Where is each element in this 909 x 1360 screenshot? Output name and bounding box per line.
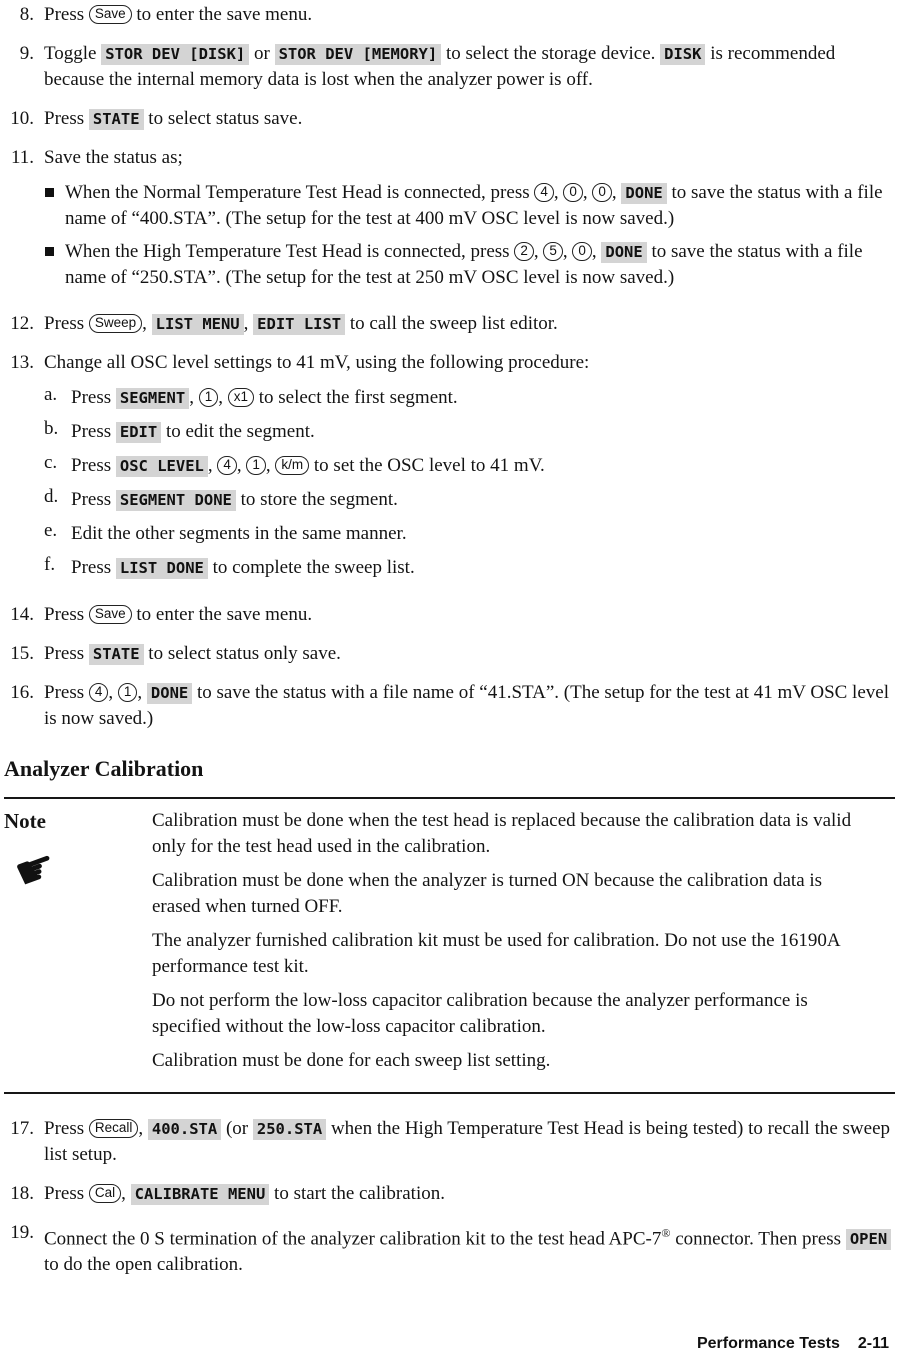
hardkey-1: 1: [118, 683, 138, 702]
step-item: [4, 602, 895, 628]
square-bullet-icon: [45, 188, 54, 197]
note-paragraph: Calibration must be done when the test head is replaced because the calibration data is valid only for the test head used in the calibration.: [152, 810, 852, 857]
substep-letter: b.: [44, 418, 59, 439]
step-text: Press Save to enter the save menu.: [44, 604, 313, 625]
substep-text: Edit the other segments in the same manner.: [71, 523, 407, 544]
page-footer: [697, 1331, 889, 1357]
step-number: 11.: [10, 147, 34, 168]
substep-text: Press SEGMENT , 1 , x1 to select the first segment.: [71, 387, 458, 408]
substep-letter: c.: [44, 452, 58, 473]
step-text: Press Recall , 400.STA (or 250.STA when the High Temperature Test Head is being tested) to recall the sweep list setup.: [44, 1118, 891, 1165]
step-text: Press Cal , CALIBRATE MENU to start the calibration.: [44, 1183, 445, 1204]
note-paragraph: The analyzer furnished calibration kit must be used for calibration. Do not use the 16190A performance test kit.: [152, 930, 840, 977]
softkey-250-sta: 250.STA: [253, 1119, 326, 1140]
step-number: 12.: [10, 313, 34, 334]
substep-text: Press SEGMENT DONE to store the segment.: [71, 489, 398, 510]
hardkey-sweep: Sweep: [89, 314, 142, 333]
softkey-400-sta: 400.STA: [148, 1119, 221, 1140]
hardkey-0: 0: [572, 242, 592, 261]
softkey-done: DONE: [601, 242, 646, 263]
substep-text: Press OSC LEVEL , 4 , 1 , k/m to set the OSC level to 41 mV.: [71, 455, 545, 476]
softkey-calibrate-menu: CALIBRATE MENU: [131, 1184, 270, 1205]
numbered-steps-top: [4, 2, 895, 732]
step-number: 8.: [19, 4, 34, 25]
step-number: 15.: [10, 643, 34, 664]
registered-trademark-symbol: ®: [661, 1226, 671, 1240]
softkey-list-menu: LIST MENU: [152, 314, 244, 335]
hardkey-1: 1: [246, 456, 266, 475]
footer-section-label: Performance Tests: [696, 1335, 840, 1352]
hardkey-4: 4: [534, 183, 554, 202]
footer-page-number: 2-11: [857, 1335, 889, 1352]
softkey-edit: EDIT: [116, 422, 161, 443]
note-gutter: [4, 808, 152, 1082]
hardkey-1: 1: [199, 388, 219, 407]
pointing-hand-icon: ☛: [7, 838, 64, 901]
step-number: 18.: [10, 1183, 34, 1204]
step-number: 9.: [19, 43, 34, 64]
hardkey-save: Save: [89, 605, 132, 624]
substep-letter: e.: [44, 520, 58, 541]
softkey-state: STATE: [89, 109, 144, 130]
step-text: Press 4 , 1 , DONE to save the status with a file name of “41.STA”. (The setup for the test at 41 mV OSC level is now saved.): [44, 682, 889, 729]
softkey-stor-dev-disk: STOR DEV [DISK]: [101, 44, 249, 65]
step-text: Change all OSC level settings to 41 mV, using the following procedure: a. Press SEGMENT , 1 , x1 to select the first segment. b. Press EDIT to edit the segment. c. Press OSC LEVEL , 4 , 1 , k/m to set the OSC level to 41 mV. d. Press SEGMENT DONE to store the segment. e. Edit the other segments in the same manner. f. Press LIST DONE to complete the sweep list.: [44, 350, 895, 589]
bullet-item: [44, 239, 895, 291]
step-item: [4, 145, 895, 298]
hardkey-4: 4: [89, 683, 109, 702]
hardkey-0: 0: [592, 183, 612, 202]
note-paragraph: Do not perform the low-loss capacitor calibration because the analyzer performance is specified without the low-loss capacitor calibration.: [152, 990, 808, 1037]
bullet-text: When the Normal Temperature Test Head is connected, press 4 , 0 , 0 , DONE to save the status with a file name of “400.STA”. (The setup for the test at 400 mV OSC level is now saved.): [65, 182, 883, 229]
step-item: [4, 350, 895, 589]
step-item: [4, 1220, 895, 1278]
softkey-state: STATE: [89, 644, 144, 665]
step-text: Press Sweep , LIST MENU , EDIT LIST to call the sweep list editor.: [44, 313, 558, 334]
step-number: 16.: [10, 682, 34, 703]
note-label: Note: [4, 809, 46, 833]
substep-item: [44, 521, 895, 547]
softkey-stor-dev-memory: STOR DEV [MEMORY]: [275, 44, 442, 65]
note-divider-bottom: [4, 1092, 895, 1094]
step-text: Press STATE to select status only save.: [44, 643, 341, 664]
step-text: Toggle STOR DEV [DISK] or STOR DEV [MEMORY] to select the storage device. DISK is recommended because the internal memory data is lost when the analyzer power is off.: [44, 43, 836, 90]
step-item: [4, 641, 895, 667]
substep-text: Press LIST DONE to complete the sweep list.: [71, 557, 415, 578]
note-block: [4, 797, 895, 1094]
step-item: [4, 1181, 895, 1207]
step-number: 10.: [10, 108, 34, 129]
note-paragraph: Calibration must be done for each sweep list setting.: [152, 1050, 551, 1071]
note-paragraph: Calibration must be done when the analyzer is turned ON because the calibration data is erased when turned OFF.: [152, 870, 823, 917]
step-item: [4, 311, 895, 337]
substep-item: [44, 419, 895, 445]
step-number: 17.: [10, 1118, 34, 1139]
softkey-osc-level: OSC LEVEL: [116, 456, 208, 477]
step-text: Press STATE to select status save.: [44, 108, 303, 129]
substep-letter: f.: [44, 554, 56, 575]
hardkey-cal: Cal: [89, 1184, 121, 1203]
hardkey-k-m: k/m: [275, 456, 309, 475]
substep-letter: a.: [44, 384, 58, 405]
softkey-disk: DISK: [660, 44, 705, 65]
substep-text: Press EDIT to edit the segment.: [71, 421, 315, 442]
step-item: [4, 1116, 895, 1168]
step-number: 14.: [10, 604, 34, 625]
hardkey-2: 2: [514, 242, 534, 261]
step-number: 13.: [10, 352, 34, 373]
lettered-substep-list: [44, 385, 895, 581]
hardkey-5: 5: [543, 242, 563, 261]
step-text: Save the status as; When the Normal Temperature Test Head is connected, press 4 , 0 , 0 , DONE to save the status with a file name of “400.STA”. (The setup for the test at 400 mV OSC level is now saved.) When the High Temperature Test Head is connected, press 2 , 5 , 0 , DONE to save the status with a file name of “250.STA”. (The setup for the test at 250 mV OSC level is now saved.): [44, 145, 895, 298]
numbered-steps-bottom: [4, 1116, 895, 1278]
softkey-open: OPEN: [846, 1229, 891, 1250]
substep-item: [44, 487, 895, 513]
softkey-done: DONE: [147, 683, 192, 704]
step-number: 19.: [10, 1222, 34, 1243]
softkey-segment-done: SEGMENT DONE: [116, 490, 236, 511]
hardkey-0: 0: [563, 183, 583, 202]
step-item: [4, 41, 895, 93]
bullet-list: [44, 180, 895, 291]
step-text: Connect the 0 S termination of the analyzer calibration kit to the test head APC-7® connector. Then press OPEN to do the open calibration.: [44, 1220, 895, 1278]
substep-item: [44, 555, 895, 581]
hardkey-x1: x1: [228, 388, 254, 407]
softkey-segment: SEGMENT: [116, 388, 189, 409]
softkey-list-done: LIST DONE: [116, 558, 208, 579]
step-item: [4, 106, 895, 132]
step-item: [4, 2, 895, 28]
bullet-item: [44, 180, 895, 232]
softkey-edit-list: EDIT LIST: [253, 314, 345, 335]
hardkey-save: Save: [89, 5, 132, 24]
step-item: [4, 680, 895, 732]
substep-item: [44, 453, 895, 479]
bullet-text: When the High Temperature Test Head is connected, press 2 , 5 , 0 , DONE to save the status with a file name of “250.STA”. (The setup for the test at 250 mV OSC level is now saved.): [65, 241, 863, 288]
substep-letter: d.: [44, 486, 59, 507]
substep-item: [44, 385, 895, 411]
section-heading: Analyzer Calibration: [4, 756, 204, 781]
hardkey-4: 4: [217, 456, 237, 475]
note-paragraphs: [152, 808, 852, 1082]
softkey-done: DONE: [621, 183, 666, 204]
square-bullet-icon: [45, 247, 54, 256]
hardkey-recall: Recall: [89, 1119, 139, 1138]
step-text: Press Save to enter the save menu.: [44, 4, 313, 25]
